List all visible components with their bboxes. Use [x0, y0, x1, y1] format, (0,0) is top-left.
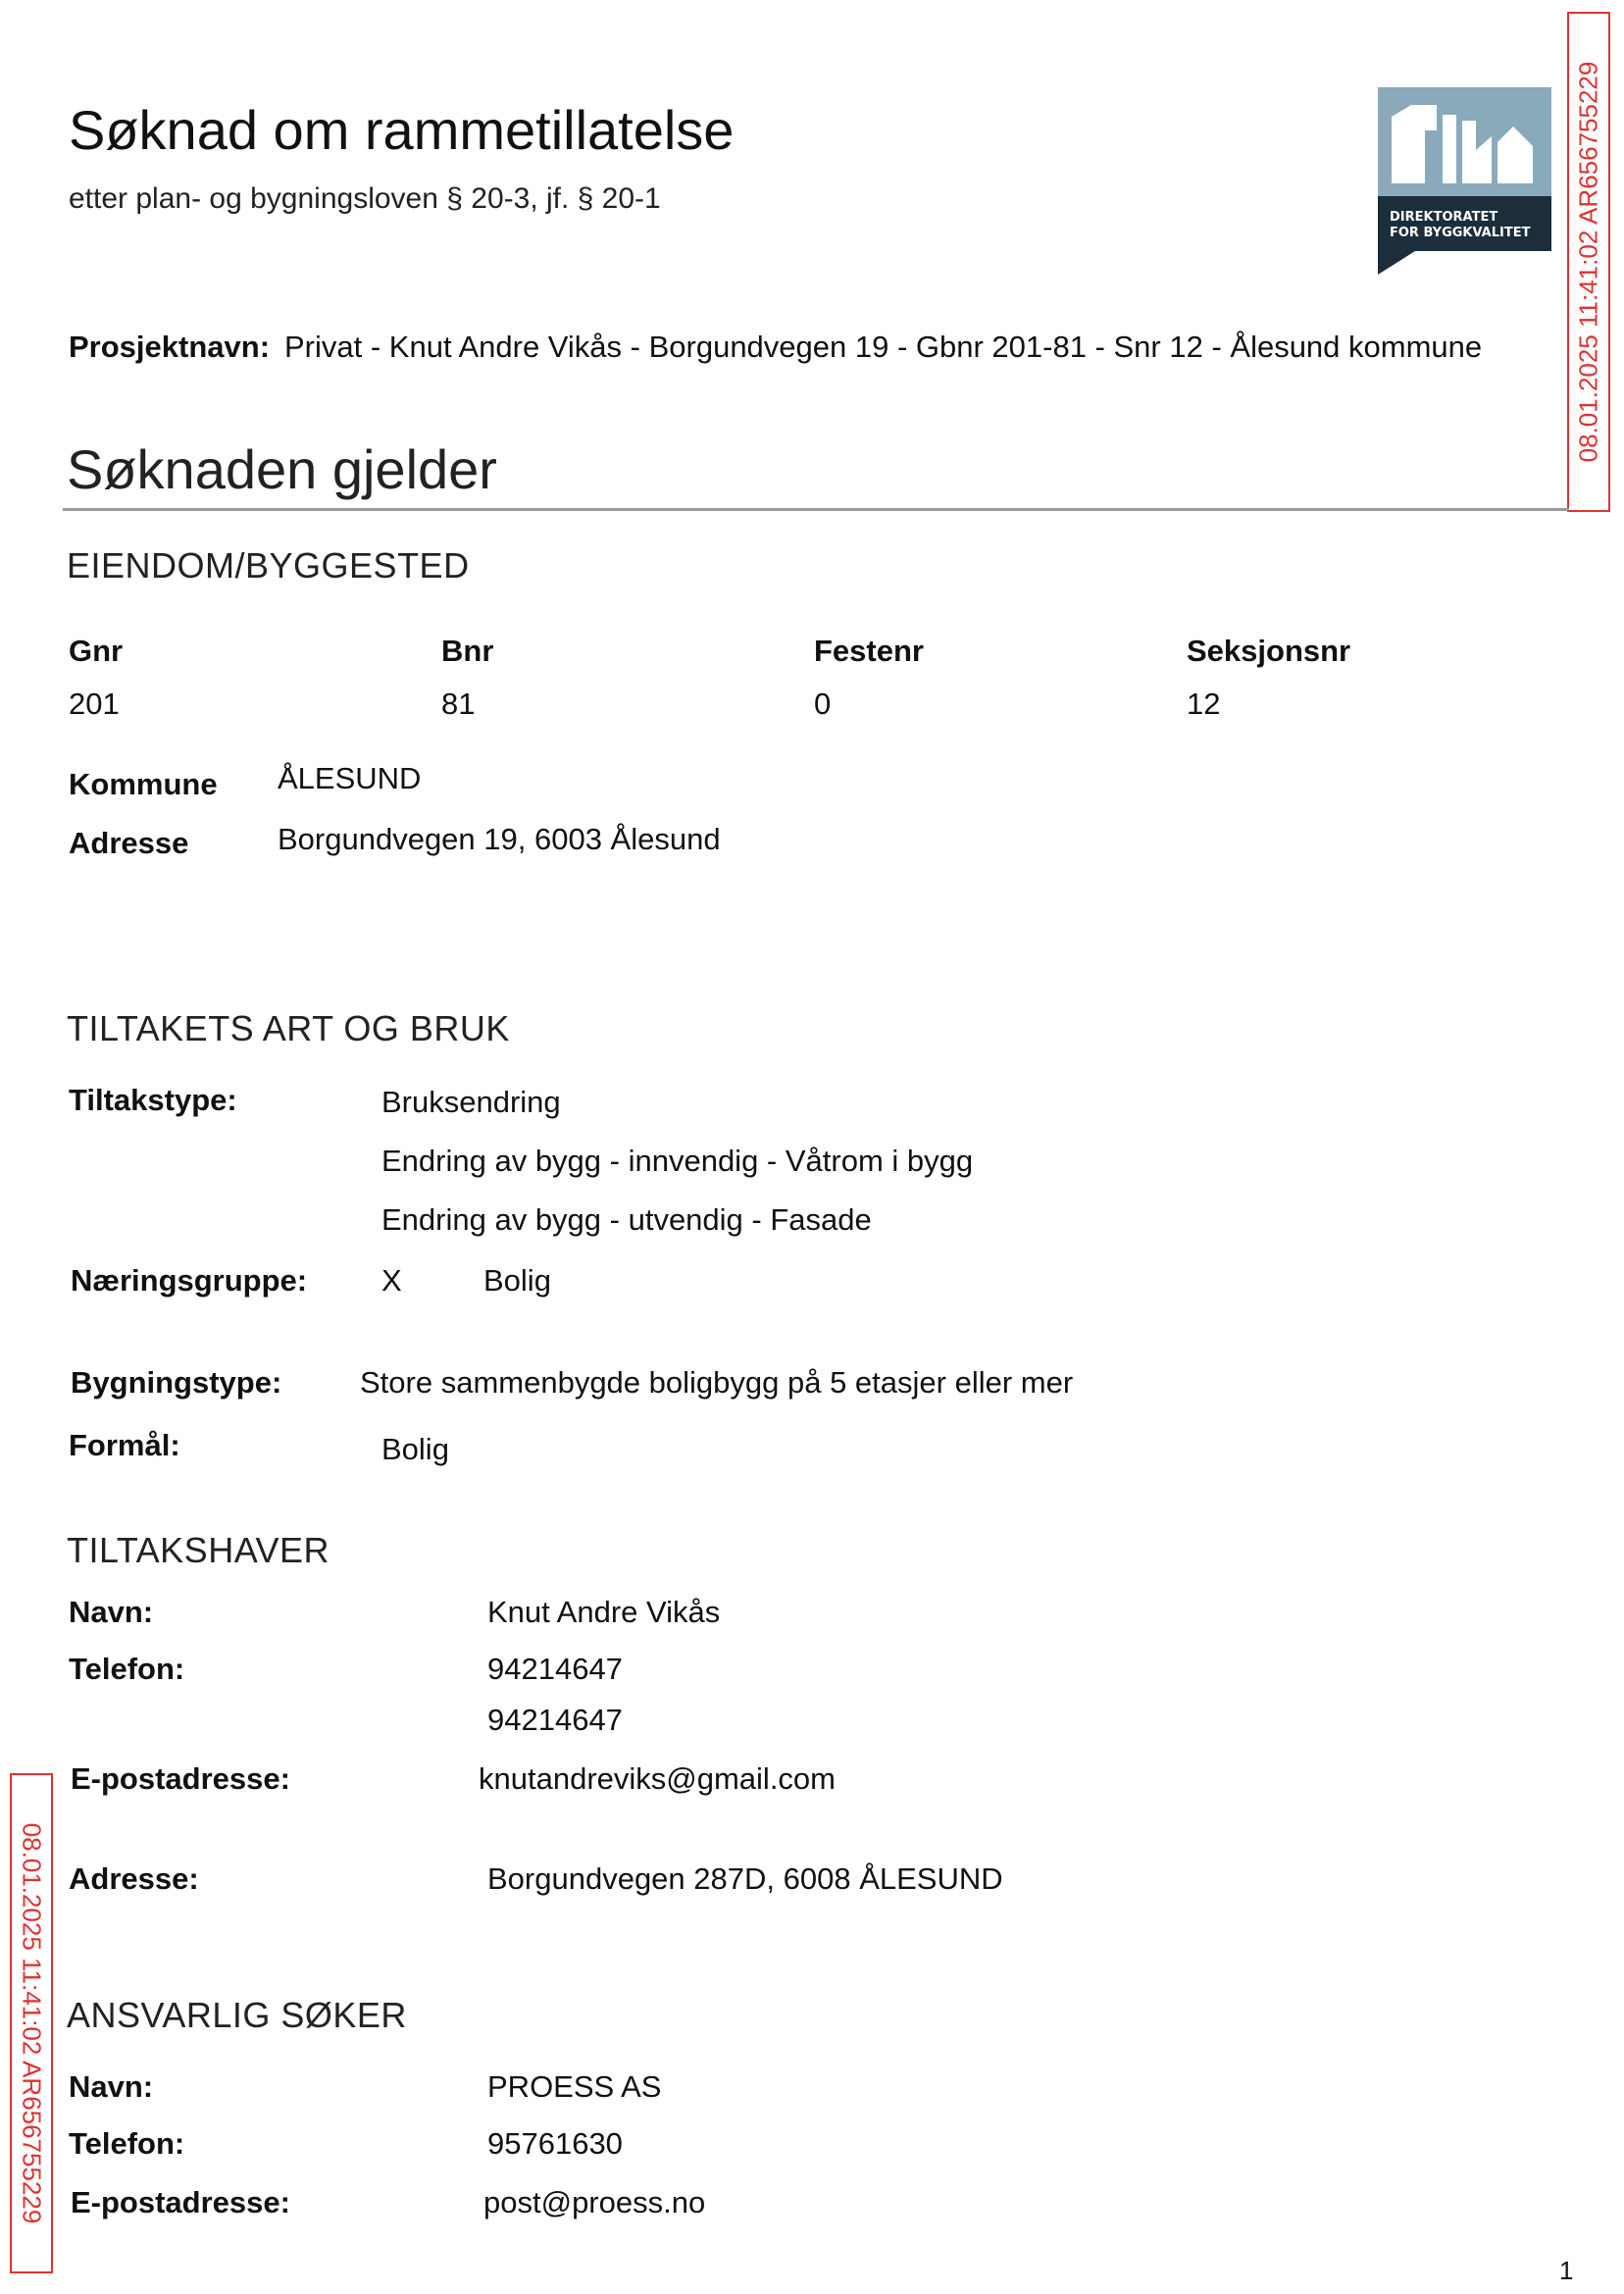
- owner-phone-value: 94214647: [487, 1703, 623, 1737]
- gnr-label: Gnr: [69, 634, 124, 668]
- page-number: 1: [1559, 2256, 1574, 2285]
- owner-address-label: Adresse:: [69, 1861, 199, 1896]
- document-title: Søknad om rammetillatelse: [69, 99, 735, 161]
- property-section-heading: EIENDOM/BYGGESTED: [67, 545, 470, 586]
- tiltakstype-label: Tiltakstype:: [69, 1083, 237, 1117]
- adresse-value: Borgundvegen 19, 6003 Ålesund: [278, 822, 721, 856]
- main-heading: Søknaden gjelder: [67, 438, 497, 500]
- applicant-phone-label: Telefon:: [69, 2126, 185, 2161]
- kommune-value: ÅLESUND: [278, 761, 422, 795]
- naeringsgruppe-value: Bolig: [483, 1263, 551, 1298]
- formal-label: Formål:: [69, 1428, 180, 1462]
- bnr-label: Bnr: [441, 634, 494, 668]
- timestamp-stamp-bottom: [10, 1773, 53, 2273]
- kommune-label: Kommune: [69, 767, 218, 801]
- tiltakstype-item: Endring av bygg - utvendig - Fasade: [381, 1202, 872, 1237]
- applicant-phone-value: 95761630: [487, 2126, 623, 2161]
- owner-phone-label: Telefon:: [69, 1652, 185, 1686]
- heading-divider: [63, 508, 1569, 511]
- owner-email-value: knutandreviks@gmail.com: [479, 1761, 836, 1796]
- seksjonsnr-value: 12: [1187, 687, 1221, 721]
- formal-value: Bolig: [381, 1432, 449, 1466]
- owner-name-label: Navn:: [69, 1595, 154, 1629]
- owner-section-heading: TILTAKSHAVER: [67, 1530, 330, 1570]
- document-subtitle: etter plan- og bygningsloven § 20-3, jf. § 20-1: [69, 182, 661, 215]
- bygningstype-value: Store sammenbygde boligbygg på 5 etasjer eller mer: [360, 1365, 1074, 1400]
- timestamp-stamp-top: [1567, 12, 1610, 512]
- festenr-value: 0: [814, 687, 832, 721]
- stamp-text-bottom: 08.01.2025 11:41:02 AR656755229: [17, 1822, 47, 2224]
- seksjonsnr-label: Seksjonsnr: [1187, 634, 1351, 668]
- naeringsgruppe-label: Næringsgruppe:: [71, 1263, 308, 1298]
- logo-text-line2: FOR BYGGKVALITET: [1390, 226, 1531, 240]
- owner-name-value: Knut Andre Vikås: [487, 1595, 721, 1629]
- gnr-value: 201: [69, 687, 120, 721]
- project-value: Privat - Knut Andre Vikås - Borgundvegen 19 - Gbnr 201-81 - Snr 12 - Ålesund kommune: [284, 330, 1483, 364]
- applicant-email-value: post@proess.no: [483, 2185, 706, 2219]
- owner-phone-value: 94214647: [487, 1652, 623, 1686]
- bnr-value: 81: [441, 687, 476, 721]
- applicant-name-label: Navn:: [69, 2069, 154, 2104]
- logo-text-line1: DIREKTORATET: [1390, 210, 1498, 225]
- project-label: Prosjektnavn:: [69, 330, 271, 364]
- owner-email-label: E-postadresse:: [71, 1761, 290, 1796]
- applicant-email-label: E-postadresse:: [71, 2185, 290, 2219]
- naeringsgruppe-code: X: [381, 1263, 402, 1298]
- adresse-label: Adresse: [69, 826, 189, 860]
- measure-section-heading: TILTAKETS ART OG BRUK: [67, 1008, 510, 1048]
- applicant-name-value: PROESS AS: [487, 2069, 662, 2104]
- tiltakstype-item: Endring av bygg - innvendig - Våtrom i bygg: [381, 1144, 974, 1178]
- bygningstype-label: Bygningstype:: [71, 1365, 282, 1400]
- tiltakstype-item: Bruksendring: [381, 1085, 561, 1119]
- stamp-text-top: 08.01.2025 11:41:02 AR656755229: [1573, 61, 1603, 463]
- applicant-section-heading: ANSVARLIG SØKER: [67, 1995, 407, 2035]
- owner-address-value: Borgundvegen 287D, 6008 ÅLESUND: [487, 1861, 1003, 1896]
- festenr-label: Festenr: [814, 634, 924, 668]
